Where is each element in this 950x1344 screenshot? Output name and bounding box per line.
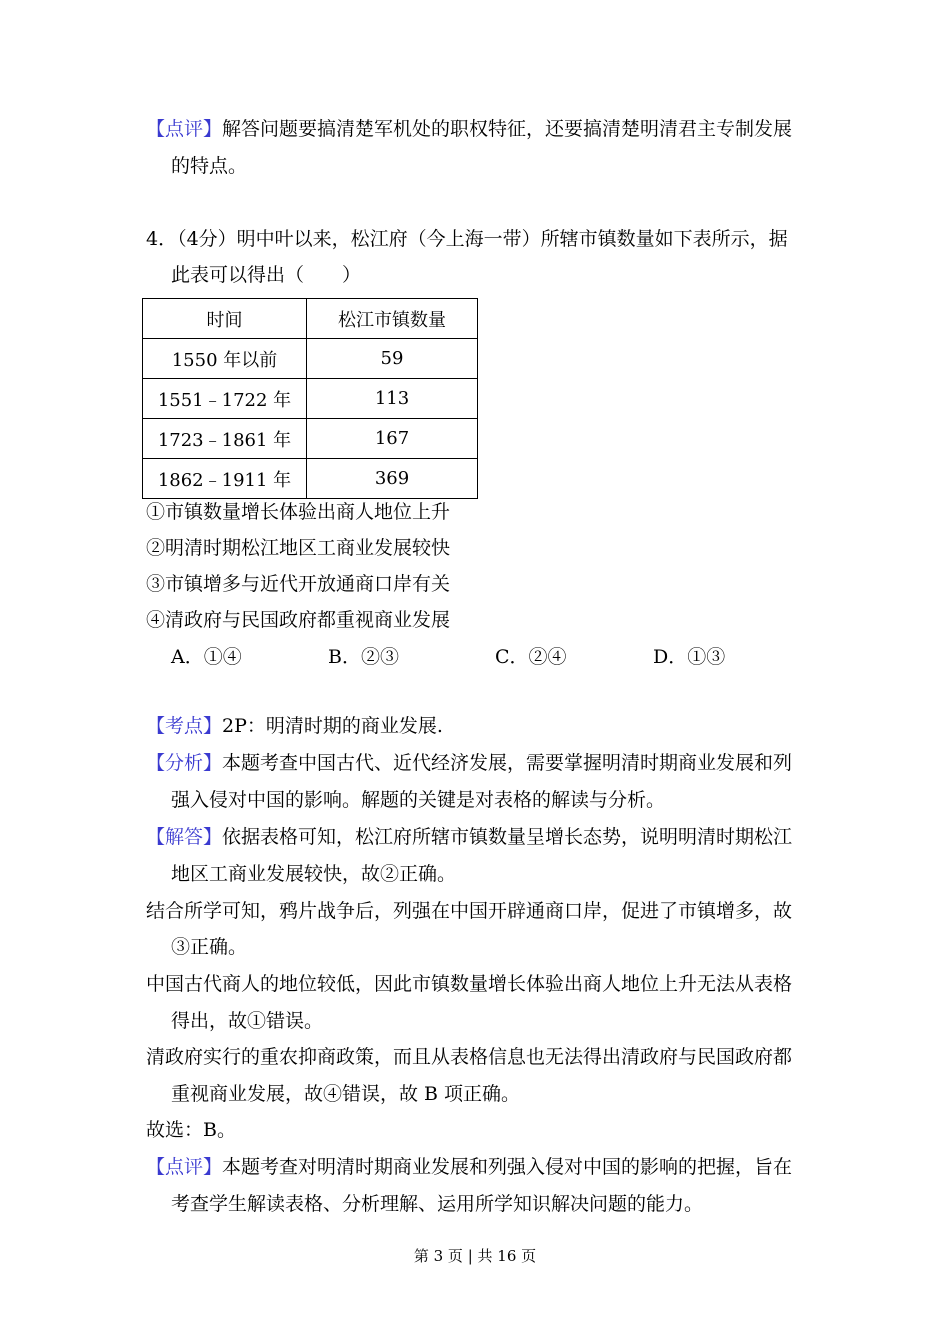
option-b: B．②③ xyxy=(328,646,399,668)
table-cell-period: 1550 年以前 xyxy=(143,339,307,379)
review-text: 解答问题要搞清楚军机处的职权特征，还要搞清楚明清君主专制发展 xyxy=(222,118,793,140)
kaodian-text: 2P：明清时期的商业发展. xyxy=(222,715,443,737)
para3-line2: 重视商业发展，故④错误，故 B 项正确。 xyxy=(171,1083,521,1105)
review-top-line1 xyxy=(146,117,792,141)
review-bottom-line2: 考查学生解读表格、分析理解、运用所学知识解决问题的能力。 xyxy=(171,1193,704,1215)
para3-line1: 清政府实行的重农抑商政策，而且从表格信息也无法得出清政府与民国政府都 xyxy=(146,1046,793,1068)
fenxi-tag: 【分析】 xyxy=(146,752,223,774)
para1-line2: ③正确。 xyxy=(171,936,248,958)
option-a: A．①④ xyxy=(171,646,242,668)
kaodian-line xyxy=(146,714,443,738)
question-line1: 4．（4分）明中叶以来，松江府（今上海一带）所辖市镇数量如下表所示，据 xyxy=(146,228,788,250)
fenxi-line1 xyxy=(146,751,792,775)
table-row xyxy=(143,459,478,499)
table-cell-period: 1723﹣1861 年 xyxy=(143,419,307,459)
review-tag: 【点评】 xyxy=(146,118,223,140)
review-top-line2: 的特点。 xyxy=(171,155,248,177)
table-row xyxy=(143,339,478,379)
review-bottom-line1 xyxy=(146,1155,792,1179)
table-header-row xyxy=(143,299,478,339)
jieda-tag: 【解答】 xyxy=(146,826,223,848)
table-header-time: 时间 xyxy=(143,299,307,339)
table-cell-count: 167 xyxy=(307,419,478,459)
answer-line: 故选：B。 xyxy=(146,1119,236,1141)
jieda-text: 依据表格可知，松江府所辖市镇数量呈增长态势，说明明清时期松江 xyxy=(222,826,793,848)
option-c: C．②④ xyxy=(495,646,567,668)
statement-1: ①市镇数量增长体验出商人地位上升 xyxy=(146,501,451,523)
jieda-line1 xyxy=(146,825,792,849)
table-cell-count: 369 xyxy=(307,459,478,499)
kaodian-tag: 【考点】 xyxy=(146,715,223,737)
table-row xyxy=(143,419,478,459)
table-cell-count: 113 xyxy=(307,379,478,419)
para2-line1: 中国古代商人的地位较低，因此市镇数量增长体验出商人地位上升无法从表格 xyxy=(146,973,793,995)
fenxi-text: 本题考查中国古代、近代经济发展，需要掌握明清时期商业发展和列 xyxy=(222,752,793,774)
table-cell-period: 1551﹣1722 年 xyxy=(143,379,307,419)
statement-3: ③市镇增多与近代开放通商口岸有关 xyxy=(146,573,451,595)
table-cell-count: 59 xyxy=(307,339,478,379)
table-header-count: 松江市镇数量 xyxy=(307,299,478,339)
question-line2: 此表可以得出（ ） xyxy=(171,264,362,286)
statement-2: ②明清时期松江地区工商业发展较快 xyxy=(146,537,451,559)
table-row xyxy=(143,379,478,419)
review-text: 本题考查对明清时期商业发展和列强入侵对中国的影响的把握，旨在 xyxy=(222,1156,793,1178)
fenxi-line2: 强入侵对中国的影响。解题的关键是对表格的解读与分析。 xyxy=(171,789,666,811)
para2-line2: 得出，故①错误。 xyxy=(171,1010,324,1032)
town-count-table xyxy=(142,298,478,499)
table-cell-period: 1862﹣1911 年 xyxy=(143,459,307,499)
jieda-line2: 地区工商业发展较快，故②正确。 xyxy=(171,863,457,885)
option-d: D．①③ xyxy=(653,646,726,668)
page-footer: 第 3 页 | 共 16 页 xyxy=(413,1247,537,1265)
review-tag: 【点评】 xyxy=(146,1156,223,1178)
statement-4: ④清政府与民国政府都重视商业发展 xyxy=(146,609,451,631)
para1-line1: 结合所学可知，鸦片战争后，列强在中国开辟通商口岸，促进了市镇增多，故 xyxy=(146,900,793,922)
